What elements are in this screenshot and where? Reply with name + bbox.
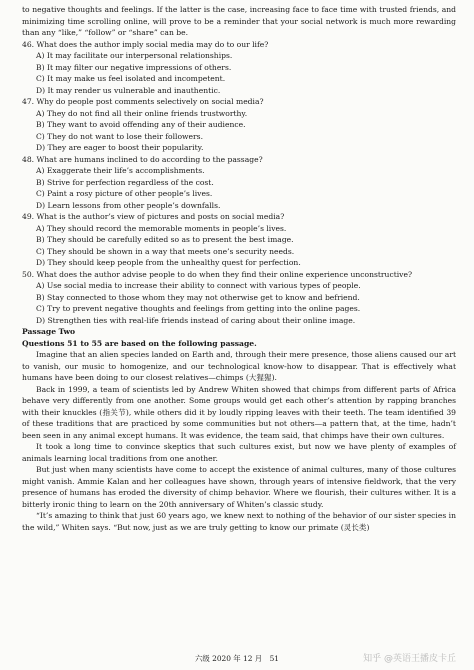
option-c: C) Paint a rosy picture of other people’s lives. [36,189,213,198]
option-d: D) Strengthen ties with real-life friends instead of caring about their online image. [36,315,356,325]
passage-paragraph: “It’s amazing to think that just 60 years ago, we knew next to nothing of the behavior of our sister species in the wild,” Whiten says. “But now, just as we are truly getting to know our primate (灵长类) [22,511,456,532]
option-d: D) It may render us vulnerable and inauthentic. [36,85,221,95]
option-b: B) It may filter our negative impressions of others. [36,62,232,72]
option-d: D) They should keep people from the unhealthy quest for perfection. [36,258,301,267]
question-stem: 47. Why do people post comments selectively on social media? [22,97,264,106]
option-a: A) It may facilitate our interpersonal relationships. [36,51,233,60]
question-stem: 49. What is the author’s view of pictures and posts on social media? [22,212,285,221]
option-a: A) Exaggerate their life’s accomplishments. [36,166,205,175]
passage-paragraph: Back in 1999, a team of scientists led by Andrew Whiten showed that chimps from different parts of Africa behave very differently from one another. Some groups would get each other’s attention by rapping branches with their knuckles (指关节), while others did it by loudly ripping leaves with their teeth. The team identified 39 of these traditions that are practiced by some communities but not others—a pattern that, at the time, hadn’t been seen in any animal except humans. It was evidence, the team said, that chimps have their own cultures. [22,384,456,440]
option-d: D) Learn lessons from other people’s downfalls. [36,200,221,210]
question-50 [22,269,456,327]
passage-heading: Passage Two [22,327,76,336]
option-a: A) Use social media to increase their ability to connect with various types of people. [36,281,361,290]
question-stem: 50. What does the author advise people to do when they find their online experience unconstructive? [22,269,413,279]
option-c: C) Try to prevent negative thoughts and feelings from getting into the online pages. [36,304,361,313]
page-footer: 六级 2020 年 12 月 51 [195,653,279,663]
option-b: B) They should be carefully edited so as to present the best image. [36,235,294,244]
intro-paragraph: to negative thoughts and feelings. If the latter is the case, increasing face to face time with trusted friends, and minimizing time scrolling online, will prove to be a reminder that your social network is much more rewarding than any “like,” “follow” or “share” can be. [22,5,456,37]
option-b: B) Strive for perfection regardless of the cost. [36,177,214,187]
watermark: 知乎 @英语王播皮卡丘 [363,653,456,664]
option-d: D) They are eager to boost their popularity. [36,143,204,152]
passage-paragraph: Imagine that an alien species landed on Earth and, through their mere presence, those aliens caused our art to vanish, our music to homogenize, and our technological know-how to disappear. That is effectively what humans have been doing to our closest relatives—chimps (大猩猩). [22,350,456,382]
option-c: C) They do not want to lose their followers. [36,131,203,141]
passage-paragraph: It took a long time to convince skeptics that such cultures exist, but now we have plenty of examples of animals learning local traditions from one another. [22,442,456,463]
question-49 [22,211,456,269]
passage-body [22,349,456,533]
question-list [22,39,456,327]
option-b: B) They want to avoid offending any of their audience. [36,120,246,129]
option-c: C) They should be shown in a way that meets one’s security needs. [36,246,295,256]
passage-paragraph: But just when many scientists have come to accept the existence of animal cultures, many of those cultures might vanish. Ammie Kalan and her colleagues have shown, through years of intensive fieldwork, that the very presence of humans has eroded the diversity of chimp behavior. Where we flourish, their cultures wither. It is a bitterly ironic thing to learn on the 20th anniversary of Whiten’s classic study. [22,465,456,509]
option-a: A) They should record the memorable moments in people’s lives. [36,223,287,233]
option-a: A) They do not find all their online friends trustworthy. [36,108,248,118]
option-c: C) It may make us feel isolated and incompetent. [36,74,226,83]
question-48 [22,154,456,212]
question-stem: 48. What are humans inclined to do according to the passage? [22,154,263,164]
question-46 [22,39,456,97]
option-b: B) Stay connected to those whom they may not otherwise get to know and befriend. [36,292,360,302]
question-47 [22,96,456,154]
passage-instruction: Questions 51 to 55 are based on the following passage. [22,338,257,348]
question-stem: 46. What does the author imply social media may do to our life? [22,39,269,49]
